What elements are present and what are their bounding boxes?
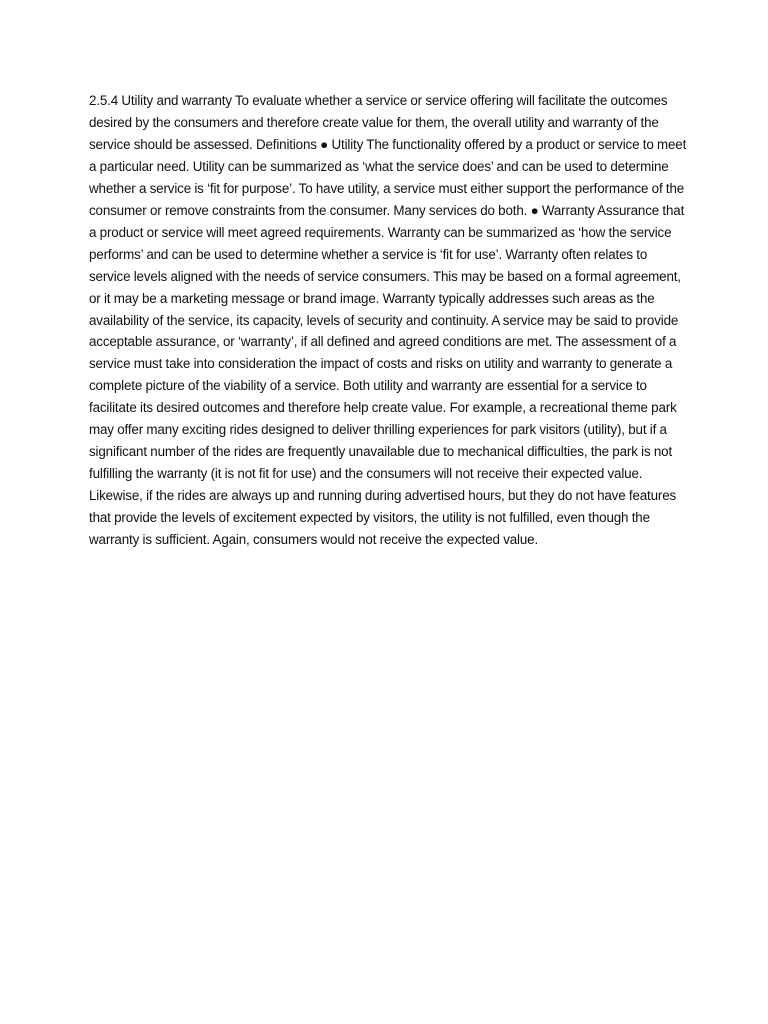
body-paragraph: 2.5.4 Utility and warranty To evaluate whether a service or service offering will facilitate the outcomes desired by the consumers and therefore create value for them, the overall utility and warranty of the service should be assessed. Definitions ● Utility The functionality offered by a product or service to meet a particular need. Utility can be summarized as ‘what the service does’ and can be used to determine whether a service is ‘fit for purpose’. To have utility, a service must either support the performance of the consumer or remove constraints from the consumer. Many services do both. ● Warranty Assurance that a product or service will meet agreed requirements. Warranty can be summarized as ‘how the service performs’ and can be used to determine whether a service is ‘fit for use’. Warranty often relates to service levels aligned with the needs of service consumers. This may be based on a formal agreement, or it may be a marketing message or brand image. Warranty typically addresses such areas as the availability of the service, its capacity, levels of security and continuity. A service may be said to provide acceptable assurance, or ‘warranty’, if all defined and agreed conditions are met. The assessment of a service must take into consideration the impact of costs and risks on utility and warranty to generate a complete picture of the viability of a service. Both utility and warranty are essential for a service to facilitate its desired outcomes and therefore help create value. For example, a recreational theme park may offer many exciting rides designed to deliver thrilling experiences for park visitors (utility), but if a significant number of the rides are frequently unavailable due to mechanical difficulties, the park is not fulfilling the warranty (it is not fit for use) and the consumers will not receive their expected value. Likewise, if the rides are always up and running during advertised hours, but they do not have features that provide the levels of excitement expected by visitors, the utility is not fulfilled, even though the warranty is sufficient. Again, consumers would not receive the expected value. (89, 93, 687, 548)
